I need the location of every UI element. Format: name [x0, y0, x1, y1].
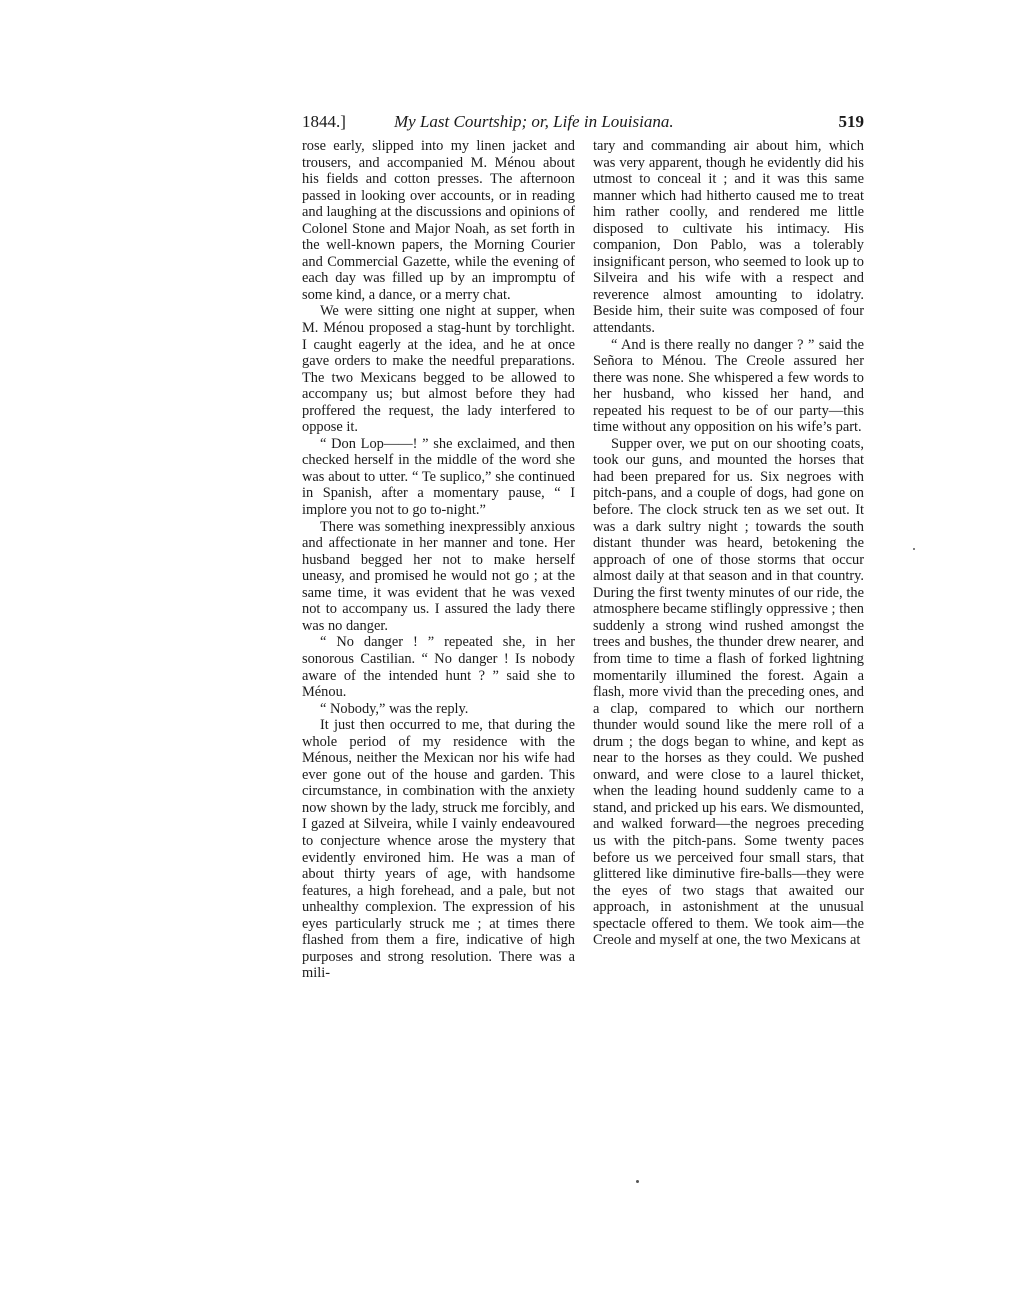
scan-speck [913, 548, 915, 550]
paragraph: “ And is there really no danger ? ” said the Señora to Ménou. The Creole assured her there was none. She whispered a few words to her husband, who kissed her hand, and repeated his request to be of our party—this time without any opposition on his wife’s part. [593, 336, 864, 436]
paragraph: “ No danger ! ” repeated she, in her sonorous Castilian. “ No danger ! Is nobody aware of the intended hunt ? ” said she to Ménou. [302, 634, 575, 701]
paragraph: Supper over, we put on our shooting coats, took our guns, and mounted the horses that had been prepared for us. Six negroes with pitch-pans, and a couple of dogs, had gone on before. The clock struck ten as we set out. It was a dark sultry night ; towards the south distant thunder was heard, betokening the approach of one of those storms that occur almost daily at that season and in that country. During the first twenty minutes of our ride, the atmosphere became stiflingly oppressive ; then suddenly a strong wind rushed amongst the trees and bushes, the thunder drew nearer, and from time to time a flash of forked lightning momentarily illumined the forest. Again a flash, more vivid than the preceding ones, and a clap, compared to which our northern thunder would sound like the mere roll of a drum ; the dogs began to whine, and kept as near to the horses as they could. We pushed onward, and were close to a laurel thicket, when the leading hound suddenly came to a stand, and pricked up his ears. We dismounted, and walked forward—the negroes preceding us with the pitch-pans. Some twenty paces before us we perceived four small stars, that glittered like diminutive fire-balls—they were the eyes of two stags that awaited our approach, in astonishment at the unusual spectacle offered to them. We took aim—the Creole and myself at one, the two Mexicans at [593, 435, 864, 949]
paragraph: “ Nobody,” was the reply. [320, 700, 469, 717]
paragraph: “ Don Lop——! ” she exclaimed, and then checked herself in the middle of the word she was about to utter. “ Te suplico,” she continued in Spanish, after a momentary pause, “ I implore you not to go to-night.” [302, 435, 575, 519]
paragraph: tary and commanding air about him, which was very apparent, though he evidently did his utmost to conceal it ; and it was this same manner which had hitherto caused me to treat him rather coolly, and rendered me little disposed to cultivate his intimacy. His companion, Don Pablo, was a tolerably insignificant person, who seemed to look up to Silveira and his wife with a respect and reverence almost amounting to idolatry. Beside him, their suite was composed of four attendants. [593, 138, 864, 337]
paragraph: There was something inexpressibly anxious and affectionate in her manner and tone. Her husband begged her not to make herself uneasy, and promised he would not go ; at the same time, it was evident that he was vexed not to accompany us. I assured the lady there was no danger. [302, 518, 575, 634]
paragraph: It just then occurred to me, that during the whole period of my residence with the Ménous, neither the Mexican nor his wife had ever gone out of the house and garden. This circumstance, in combination with the anxiety now shown by the lady, struck me forcibly, and I gazed at Silveira, while I vainly endeavoured to conjecture whence arose the mystery that evidently environed him. He was a man of about thirty years of age, with handsome features, a high forehead, and a pale, but not unhealthy complexion. The expression of his eyes particularly struck me ; at times there flashed from them a fire, indicative of high purposes and strong resolution. There was a mili- [302, 717, 575, 982]
header-year: 1844.] [302, 112, 346, 131]
scan-speck [636, 1180, 639, 1183]
page-number: 519 [838, 112, 864, 131]
header-title: My Last Courtship; or, Life in Louisiana. [394, 112, 674, 131]
paragraph: We were sitting one night at supper, when M. Ménou proposed a stag-hunt by torchlight. I caught eagerly at the idea, and he at once gave orders to make the needful preparations. The two Mexicans begged to be allowed to accompany us; but almost before they had proffered the request, the lady interfered to oppose it. [302, 303, 575, 436]
book-page [302, 112, 864, 1172]
running-header [302, 112, 864, 138]
paragraph: rose early, slipped into my linen jacket and trousers, and accompanied M. Ménou about his fields and cotton presses. The afternoon passed in looking over accounts, or in reading and laughing at the discussions and opinions of Colonel Stone and Major Noah, as set forth in the well-known papers, the Morning Courier and Commercial Gazette, while the evening of each day was filled up by an impromptu of some kind, a dance, or a merry chat. [302, 138, 575, 303]
left-column [302, 138, 575, 1168]
right-column [593, 138, 864, 1168]
